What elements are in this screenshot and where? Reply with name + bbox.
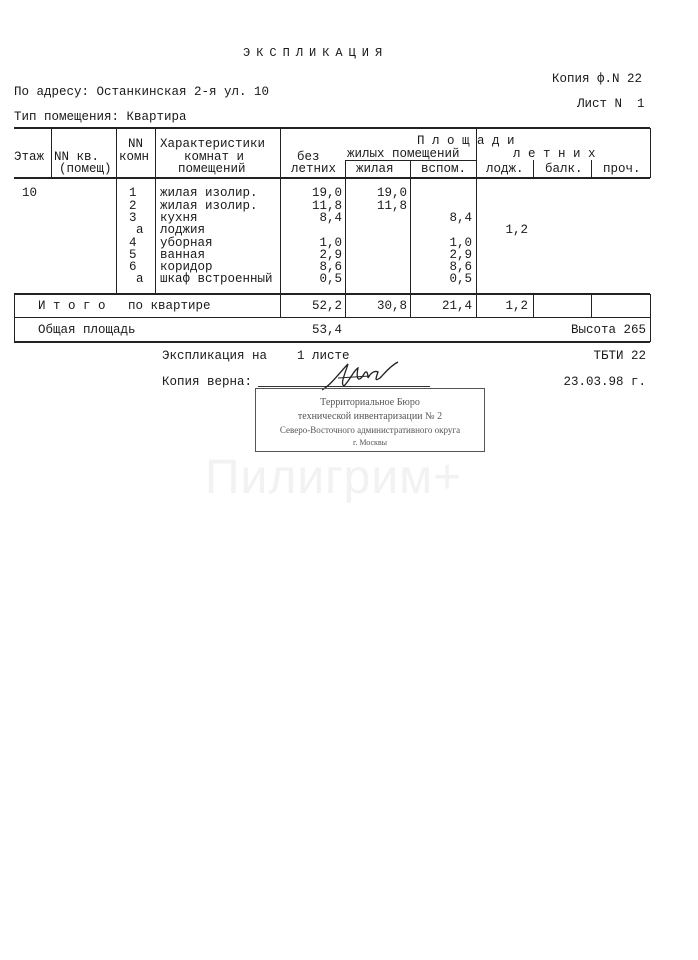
room-number: 3	[129, 211, 137, 225]
room-name: ванная	[160, 248, 206, 262]
room-loggia: 1,2	[505, 223, 528, 237]
room-total: 19,0	[311, 186, 342, 200]
room-total: 8,6	[319, 260, 342, 274]
sheet-number: Лист N 1	[577, 97, 645, 111]
room-name: уборная	[160, 236, 213, 250]
header-apt-2: (помещ)	[59, 162, 112, 176]
totals-loggia: 1,2	[505, 299, 528, 313]
room-name: жилая изолир.	[160, 199, 258, 213]
header-char-2: комнат и	[184, 150, 245, 164]
stamp-line: Территориальное Бюро	[320, 397, 420, 408]
stamp-line: технической инвентаризации № 2	[297, 411, 443, 422]
address-line: По адресу: Останкинская 2-я ул. 10	[14, 85, 270, 99]
copy-form-label: Копия ф.N 22	[552, 72, 643, 86]
stamp-line: г. Москвы	[352, 438, 388, 447]
room-number: 4	[129, 236, 137, 250]
header-other: проч.	[603, 162, 641, 176]
room-name: кухня	[160, 211, 198, 225]
room-name: шкаф встроенный	[160, 272, 273, 286]
header-summer-group: л е т н и х	[513, 147, 596, 161]
header-without-1: без	[297, 150, 320, 164]
header-room-1: NN	[128, 137, 144, 151]
totals-total: 52,2	[311, 299, 342, 313]
copy-true-label: Копия верна:	[162, 375, 253, 389]
watermark: Пилигрим+	[205, 451, 463, 504]
room-number: 1	[129, 186, 137, 200]
explication-sheets: Экспликация на 1 листе	[162, 349, 350, 363]
totals-aux: 21,4	[441, 299, 472, 313]
room-number: 5	[129, 248, 137, 262]
general-area-label: Общая площадь	[38, 323, 136, 337]
room-number: 6	[129, 260, 137, 274]
room-total: 0,5	[319, 272, 342, 286]
header-char-3: помещений	[178, 162, 246, 176]
room-living: 11,8	[376, 199, 407, 213]
office-stamp	[255, 388, 485, 452]
room-total: 2,9	[319, 248, 342, 262]
general-area-value: 53,4	[311, 323, 342, 337]
room-number: 2	[129, 199, 137, 213]
stamp-line: Северо-Восточного административного округа	[279, 425, 461, 435]
header-balcony: балк.	[545, 162, 583, 176]
copy-date: 23.03.98 г.	[563, 375, 646, 389]
premises-type: Тип помещения: Квартира	[14, 110, 187, 124]
room-aux: 8,4	[449, 211, 472, 225]
room-living: 19,0	[376, 186, 407, 200]
header-floor: Этаж	[14, 150, 45, 164]
bti-label: ТБТИ 22	[593, 349, 646, 363]
header-areas: П л о щ а д и	[417, 134, 515, 148]
document-title: ЭКСПЛИКАЦИЯ	[243, 46, 389, 60]
header-living: жилая	[356, 162, 394, 176]
ceiling-height: Высота 265	[570, 323, 646, 337]
room-name: лоджия	[160, 223, 206, 237]
room-aux: 8,6	[449, 260, 472, 274]
floor-value: 10	[22, 186, 38, 200]
room-aux: 0,5	[449, 272, 472, 286]
room-name: коридор	[160, 260, 213, 274]
header-loggia: лодж.	[486, 162, 524, 176]
header-room-2: комн	[119, 150, 150, 164]
header-living-group: жилых помещений	[347, 147, 460, 161]
room-number: а	[136, 272, 144, 286]
room-name: жилая изолир.	[160, 186, 258, 200]
room-number: а	[136, 223, 144, 237]
room-total: 8,4	[319, 211, 342, 225]
header-char-1: Характеристики	[160, 137, 266, 151]
room-total: 1,0	[319, 236, 342, 250]
room-aux: 1,0	[449, 236, 472, 250]
header-aux: вспом.	[421, 162, 467, 176]
room-aux: 2,9	[449, 248, 472, 262]
header-apt-1: NN кв.	[54, 150, 100, 164]
room-total: 11,8	[311, 199, 342, 213]
totals-living: 30,8	[376, 299, 407, 313]
header-without-2: летних	[291, 162, 337, 176]
totals-label: И т о г о по квартире	[38, 299, 211, 313]
